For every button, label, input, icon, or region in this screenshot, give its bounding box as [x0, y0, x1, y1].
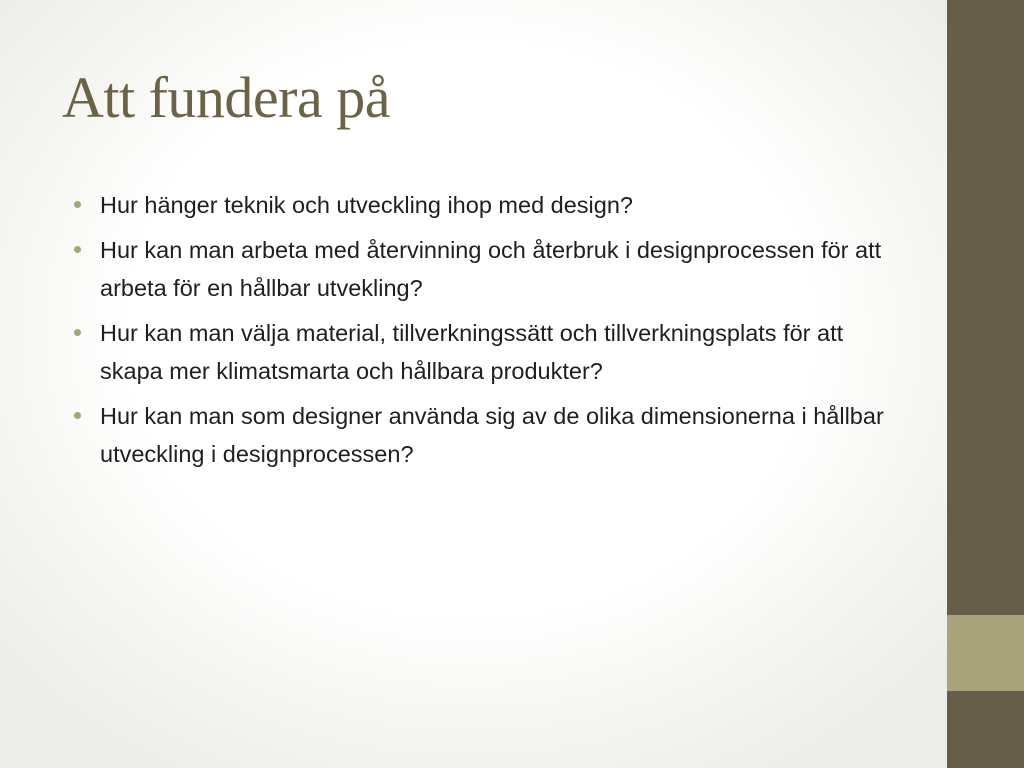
bullet-text: Hur kan man arbeta med återvinning och återbruk i designprocessen för att arbeta för en hållbar utvekling?	[100, 237, 882, 301]
bullet-item	[74, 231, 894, 307]
bullet-dot-icon	[74, 246, 81, 253]
bullet-dot-icon	[74, 412, 81, 419]
decorative-sidebar-accent	[947, 615, 1024, 691]
bullet-text: Hur kan man välja material, tillverkningssätt och tillverkningsplats för att skapa mer klimatsmarta och hållbara produkter?	[100, 320, 844, 384]
bullet-list	[74, 186, 894, 480]
bullet-item	[74, 314, 894, 390]
bullet-item	[74, 186, 894, 224]
bullet-text: Hur kan man som designer använda sig av de olika dimensionerna i hållbar utveckling i designprocessen?	[100, 403, 884, 467]
bullet-dot-icon	[74, 201, 81, 208]
bullet-text: Hur hänger teknik och utveckling ihop med design?	[100, 192, 633, 218]
bullet-dot-icon	[74, 329, 81, 336]
slide-title: Att fundera på	[62, 65, 390, 130]
bullet-item	[74, 397, 894, 473]
